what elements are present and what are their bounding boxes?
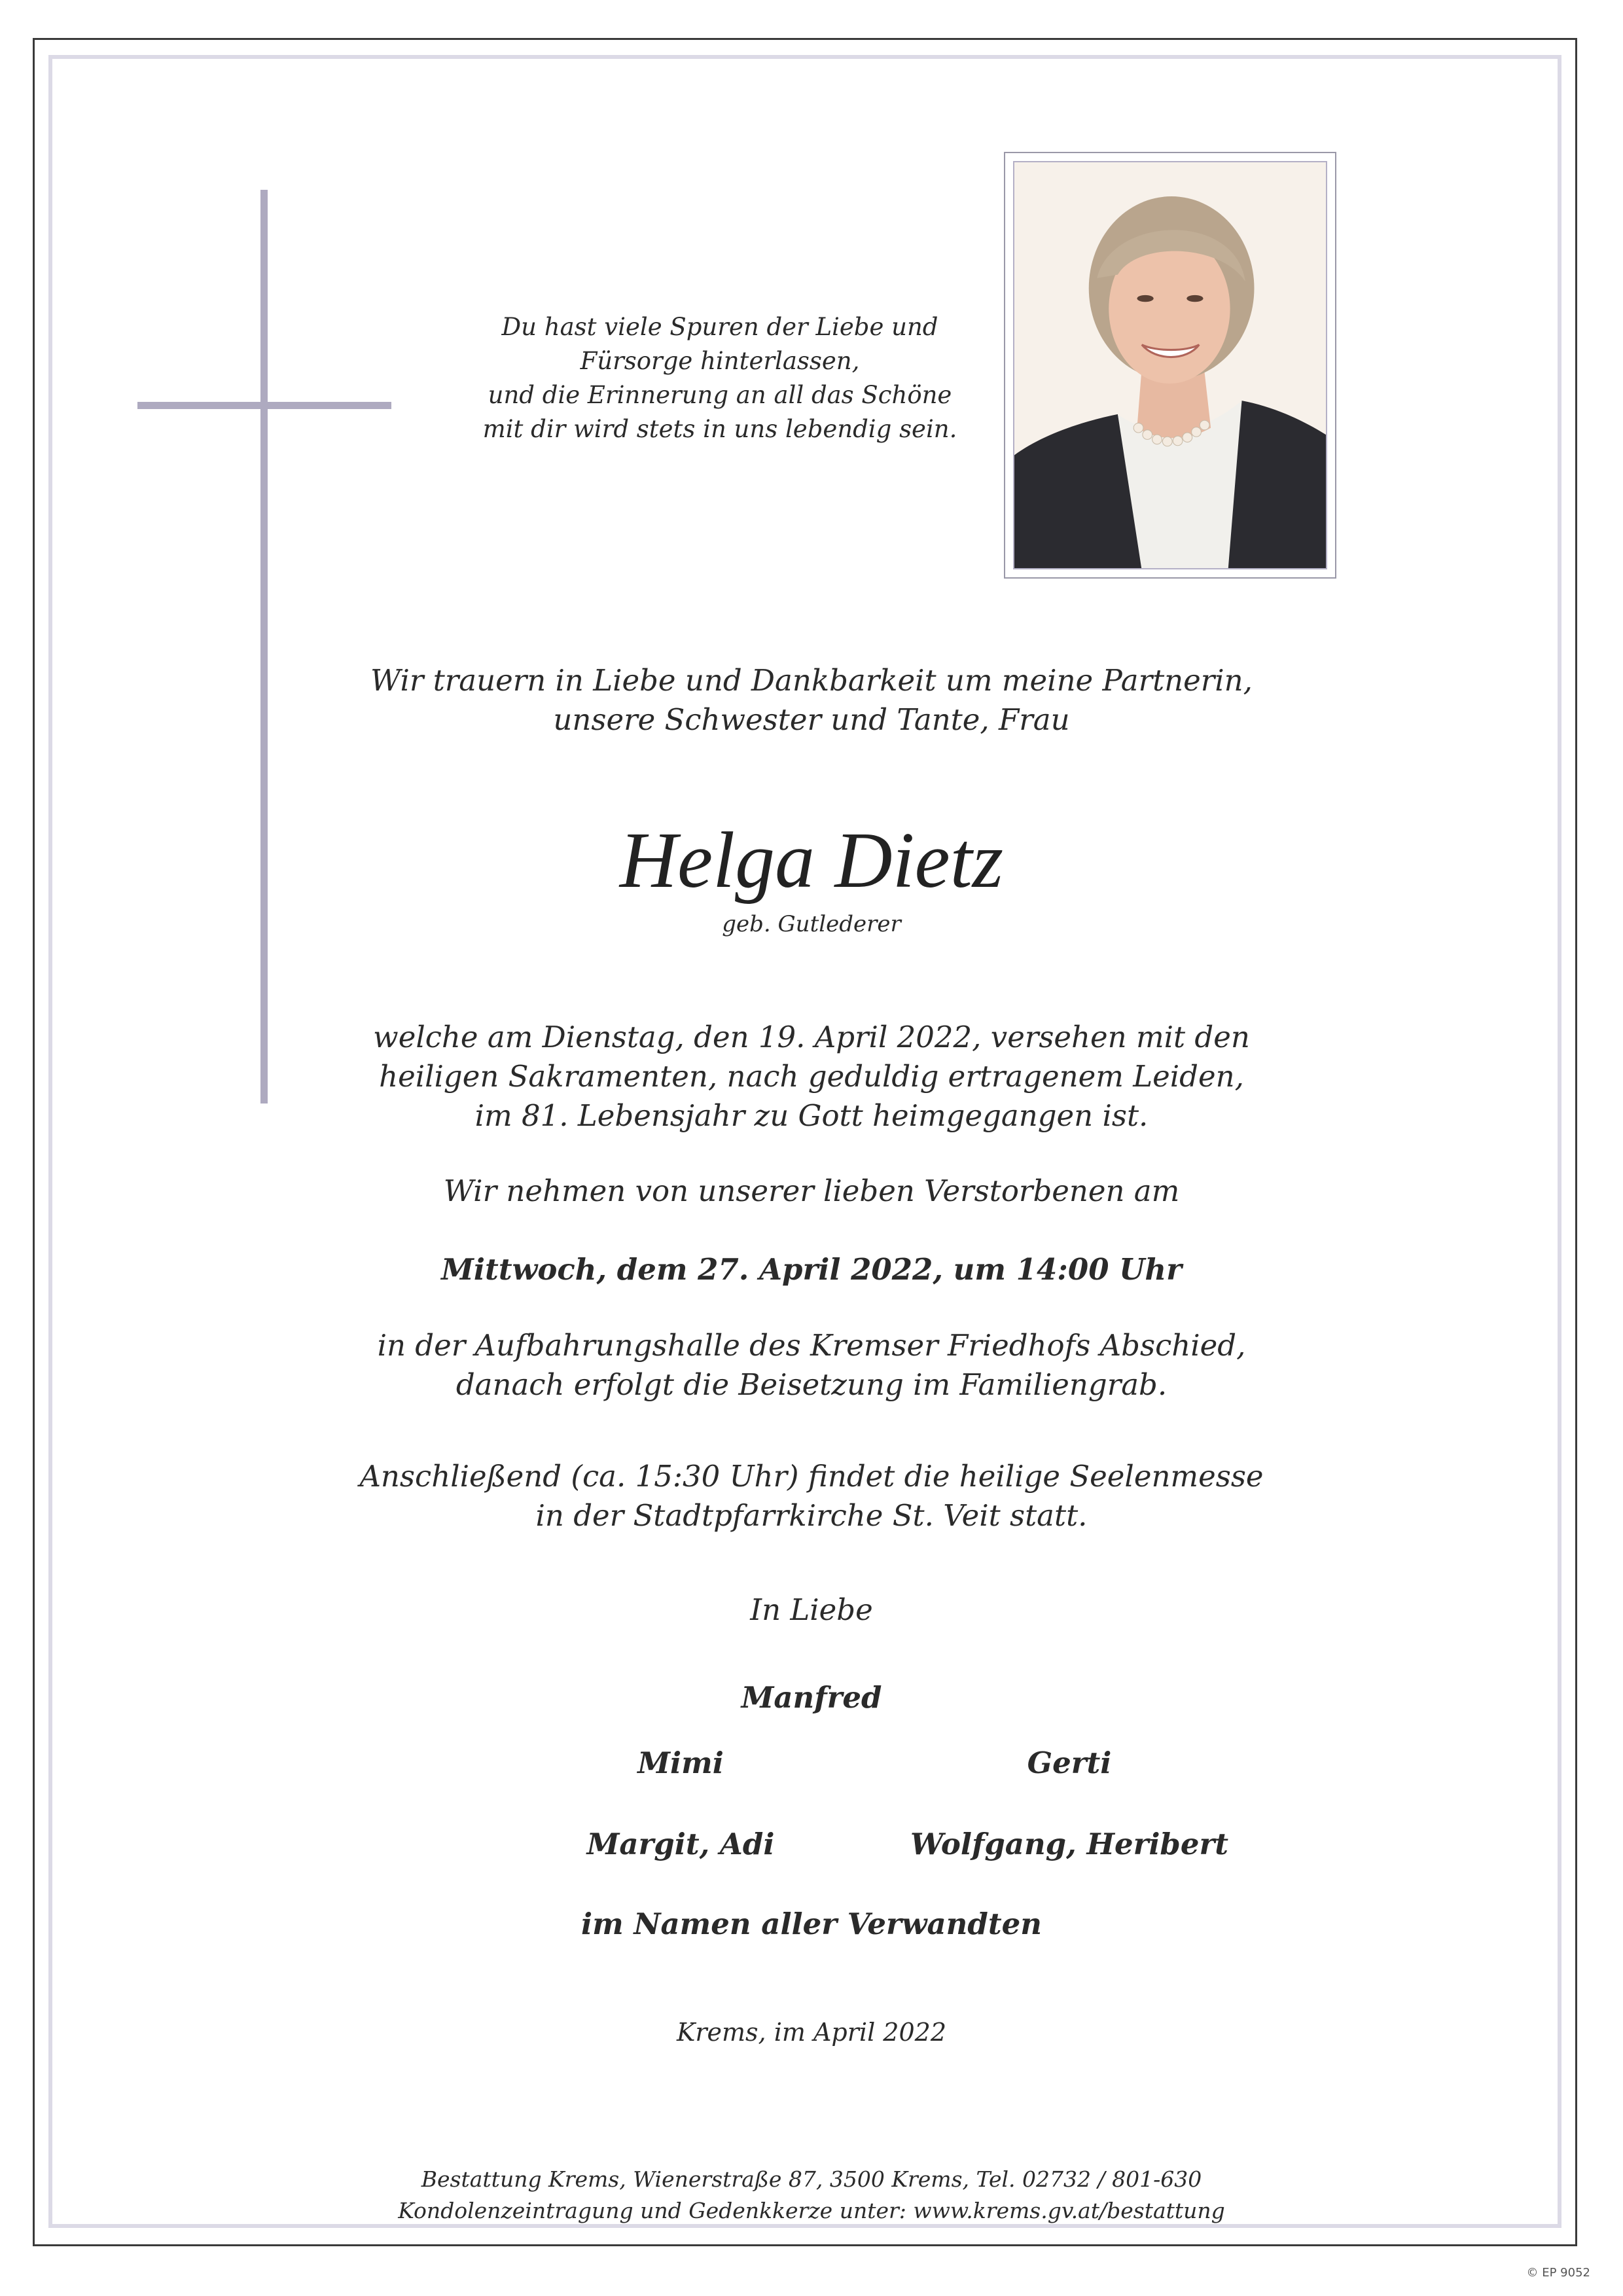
portrait-photo bbox=[1014, 162, 1326, 568]
mass-notice bbox=[0, 1457, 1623, 1535]
death-notice bbox=[0, 1018, 1623, 1136]
intro-line: Wir trauern in Liebe und Dankbarkeit um meine Partnerin, bbox=[370, 663, 1253, 698]
verse-line: mit dir wird stets in uns lebendig sein. bbox=[482, 415, 957, 443]
mass-line: Anschließend (ca. 15:30 Uhr) findet die heilige Seelenmesse bbox=[359, 1459, 1264, 1494]
intro-line: unsere Schwester und Tante, Frau bbox=[553, 702, 1070, 737]
deceased-name: Helga Dietz bbox=[619, 816, 1004, 905]
funeral-home-footer bbox=[0, 2164, 1623, 2227]
mourner-left: Mimi bbox=[637, 1746, 724, 1780]
farewell-datetime: Mittwoch, dem 27. April 2022, um 14:00 Uhr bbox=[441, 1252, 1182, 1287]
verse-line: und die Erinnerung an all das Schöne bbox=[488, 381, 952, 409]
verse-line: Du hast viele Spuren der Liebe und bbox=[501, 313, 938, 341]
mourning-intro bbox=[0, 661, 1623, 740]
memorial-verse bbox=[393, 310, 1047, 446]
mourner-right: Gerti bbox=[1027, 1746, 1112, 1780]
footer-line: Bestattung Krems, Wienerstraße 87, 3500 Krems, Tel. 02732 / 801-630 bbox=[421, 2166, 1202, 2192]
notice-line: welche am Dienstag, den 19. April 2022, versehen mit den bbox=[373, 1020, 1250, 1054]
mass-line: in der Stadtpfarrkirche St. Veit statt. bbox=[535, 1498, 1088, 1533]
cross-horizontal-bar bbox=[137, 402, 391, 409]
place-date: Krems, im April 2022 bbox=[676, 2018, 947, 2047]
location-line: in der Aufbahrungshalle des Kremser Friedhofs Abschied, bbox=[377, 1328, 1246, 1363]
footer-line: Kondolenzeintragung und Gedenkkerze unter: www.krems.gv.at/bestattung bbox=[398, 2198, 1225, 2223]
maiden-name: geb. Gutlederer bbox=[722, 911, 901, 937]
verse-line: Fürsorge hinterlassen, bbox=[580, 347, 860, 375]
farewell-location bbox=[0, 1326, 1623, 1405]
mourner-first: Manfred bbox=[741, 1680, 882, 1715]
location-line: danach erfolgt die Beisetzung im Familiengrab. bbox=[455, 1367, 1168, 1402]
mourners-closing: im Namen aller Verwandten bbox=[581, 1907, 1042, 1941]
mourner-left: Margit, Adi bbox=[586, 1827, 775, 1861]
cross-vertical-bar bbox=[260, 190, 268, 1103]
farewell-intro: Wir nehmen von unserer lieben Verstorbenen am bbox=[443, 1174, 1180, 1208]
portrait-photo-frame bbox=[1004, 152, 1336, 579]
mourners-intro: In Liebe bbox=[750, 1592, 873, 1627]
print-code: © EP 9052 bbox=[1526, 2266, 1590, 2280]
notice-line: heiligen Sakramenten, nach geduldig ertragenem Leiden, bbox=[379, 1059, 1244, 1094]
mourner-right: Wolfgang, Heribert bbox=[910, 1827, 1228, 1861]
notice-line: im 81. Lebensjahr zu Gott heimgegangen ist. bbox=[474, 1098, 1149, 1133]
portrait-photo-icon bbox=[1014, 162, 1326, 568]
